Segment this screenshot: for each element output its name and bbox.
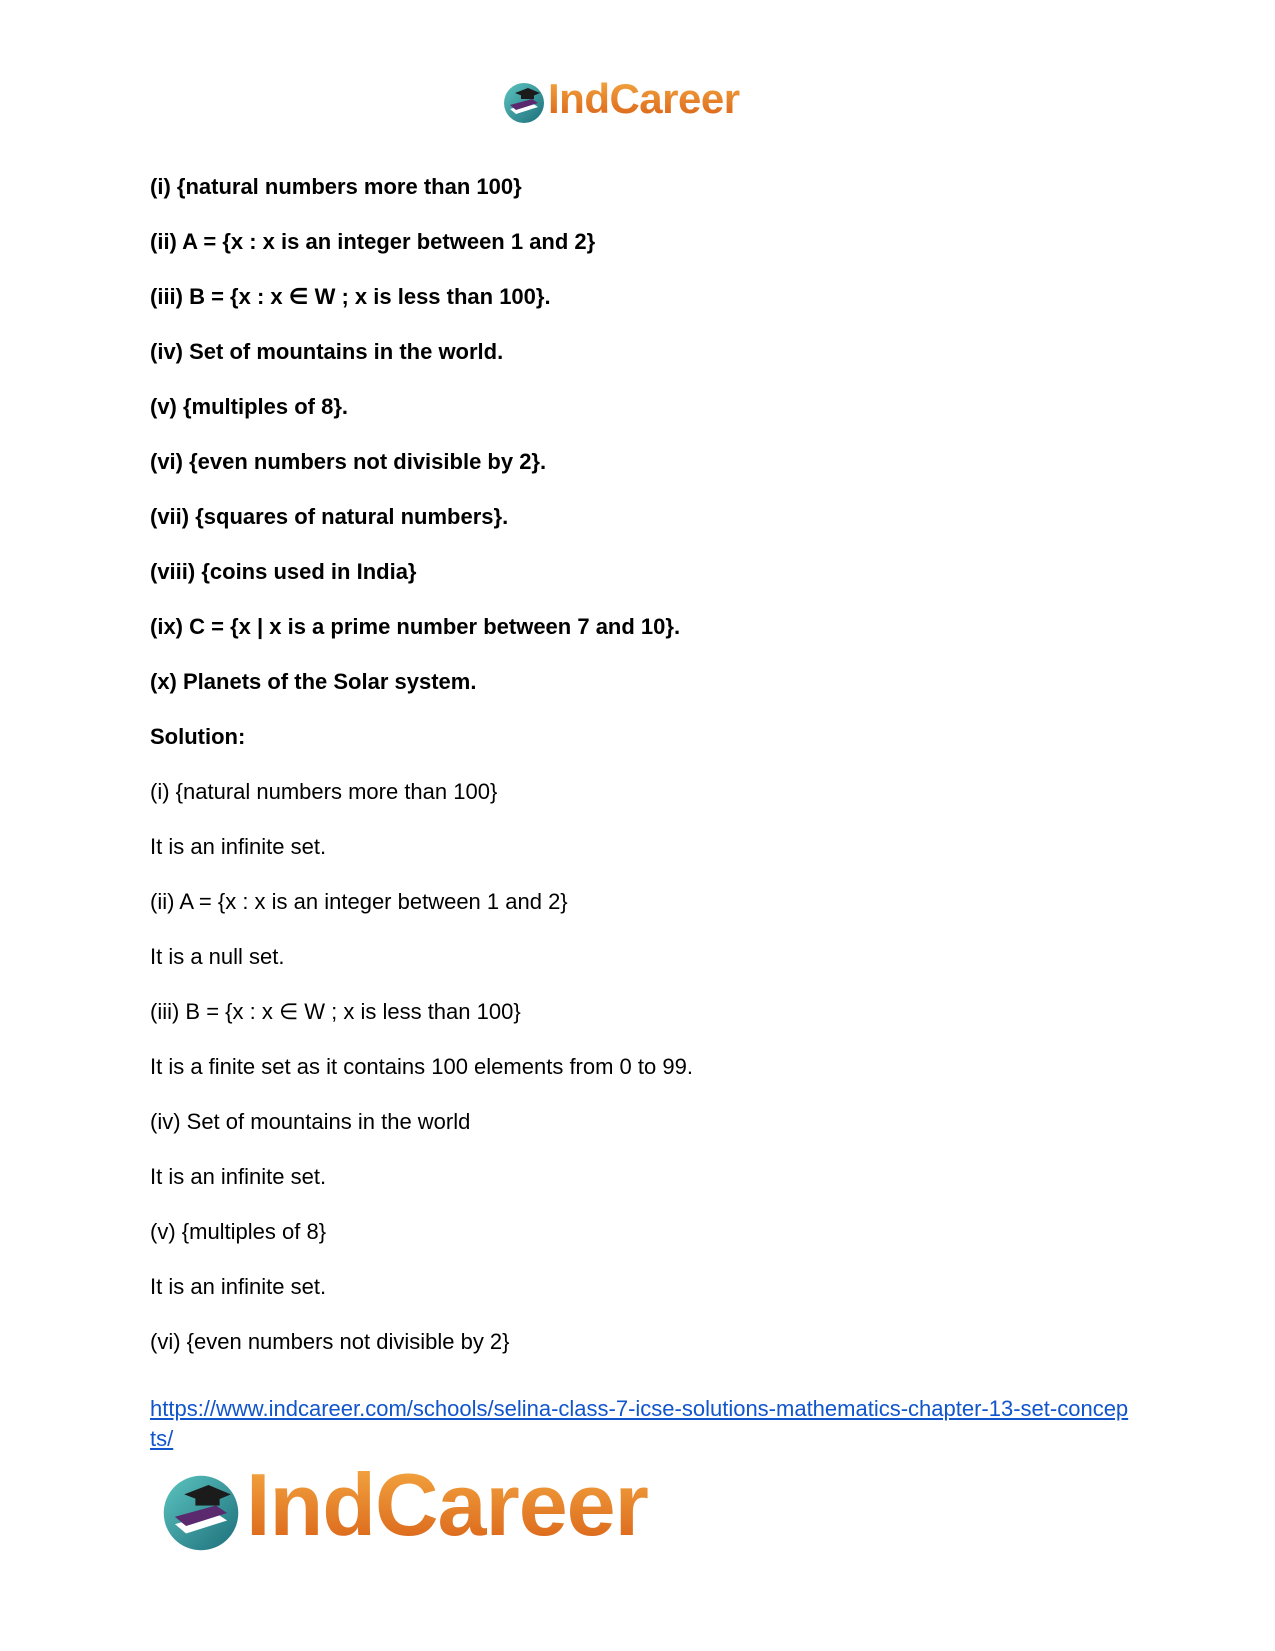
svg-text:IndCareer: IndCareer xyxy=(548,75,740,122)
answer-line-5: (iii) B = {x : x ∈ W ; x is less than 100} xyxy=(150,999,521,1024)
source-link[interactable]: https://www.indcareer.com/schools/selina-class-7-icse-solutions-mathematics-chapter-13-set-concepts/ xyxy=(150,1396,1129,1451)
footer-logo-wordmark xyxy=(246,1457,686,1547)
footer-logo-text xyxy=(246,1457,686,1569)
question-2: (ii) A = {x : x is an integer between 1 and 2} xyxy=(150,229,596,254)
answer-line-4: It is a null set. xyxy=(150,944,285,969)
answer-line-9: (v) {multiples of 8} xyxy=(150,1219,327,1244)
header-logo-text xyxy=(548,73,768,133)
answer-line-2: It is an infinite set. xyxy=(150,834,327,859)
answer-line-3: (ii) A = {x : x is an integer between 1 and 2} xyxy=(150,889,568,914)
header-logo-wordmark xyxy=(548,73,768,123)
solution-heading: Solution: xyxy=(150,724,246,749)
indcareer-emblem-icon xyxy=(160,1472,242,1554)
footer-link-container xyxy=(150,1394,1130,1454)
footer-logo xyxy=(160,1457,686,1558)
question-10: (x) Planets of the Solar system. xyxy=(150,669,477,694)
answer-line-11: (vi) {even numbers not divisible by 2} xyxy=(150,1329,510,1354)
answer-line-8: It is an infinite set. xyxy=(150,1164,327,1189)
question-9: (ix) C = {x | x is a prime number between 7 and 10}. xyxy=(150,614,681,639)
document-body xyxy=(150,174,1130,1384)
indcareer-emblem-icon xyxy=(502,81,546,125)
question-1: (i) {natural numbers more than 100} xyxy=(150,174,522,199)
header-logo xyxy=(502,75,768,128)
question-7: (vii) {squares of natural numbers}. xyxy=(150,504,509,529)
answer-line-6: It is a finite set as it contains 100 elements from 0 to 99. xyxy=(150,1054,693,1079)
question-4: (iv) Set of mountains in the world. xyxy=(150,339,504,364)
answer-line-7: (iv) Set of mountains in the world xyxy=(150,1109,471,1134)
answer-line-10: It is an infinite set. xyxy=(150,1274,327,1299)
question-5: (v) {multiples of 8}. xyxy=(150,394,349,419)
question-3: (iii) B = {x : x ∈ W ; x is less than 100}. xyxy=(150,284,551,309)
svg-text:IndCareer: IndCareer xyxy=(246,1457,648,1547)
question-6: (vi) {even numbers not divisible by 2}. xyxy=(150,449,547,474)
answer-line-1: (i) {natural numbers more than 100} xyxy=(150,779,498,804)
question-8: (viii) {coins used in India} xyxy=(150,559,417,584)
